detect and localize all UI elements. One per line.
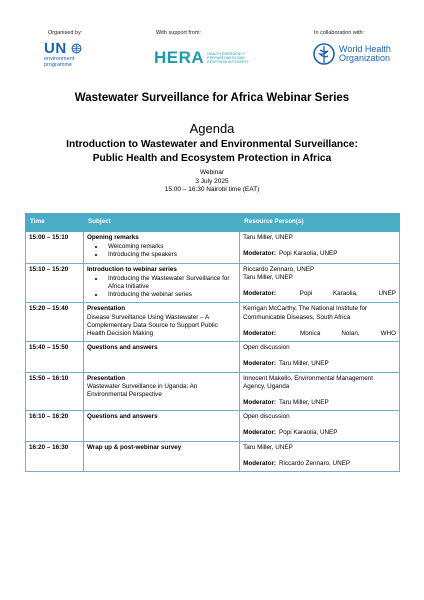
row-time: 15:10 – 15:20 — [26, 263, 84, 303]
moderator-name-part: Popi — [299, 290, 313, 298]
bullet-item: • Welcoming remarks — [105, 243, 236, 251]
collaboration-label: In collaboration with: — [314, 30, 365, 36]
header-subject: Subject — [83, 214, 239, 232]
unep-line2: programme — [44, 62, 73, 68]
subject-text: Wastewater Surveillance in Uganda: An Environmental Perspective — [86, 382, 198, 399]
agenda-title: Agenda — [189, 121, 235, 136]
moderator-label: Moderator: — [243, 290, 276, 298]
row-resource — [240, 303, 400, 342]
subject-title: Introduction to webinar series — [86, 265, 177, 273]
row-resource — [240, 441, 400, 471]
row-time: 16:10 – 16:20 — [26, 411, 84, 441]
hera-logo-text: HERA — [154, 48, 205, 67]
moderator-label: Moderator: — [243, 360, 276, 368]
who-line2: Organization — [339, 53, 391, 63]
row-resource — [240, 411, 400, 441]
resource-person: Kerrigan McCarthy, The National Institute for Communicable Diseases, South Africa — [243, 305, 368, 321]
webinar-time: 15:00 – 16:30 Nairobi time (EAT) — [164, 186, 260, 193]
table-row — [26, 372, 400, 411]
table-row — [26, 411, 400, 441]
row-subject — [83, 303, 239, 342]
subject-title: Presentation — [86, 374, 126, 382]
table-row — [26, 342, 400, 372]
organised-by-label: Organised by: — [48, 30, 83, 36]
hera-logo — [154, 48, 259, 68]
moderator-name: Riccardo Zennaro, UNEP — [279, 459, 351, 467]
webinar-meta — [0, 169, 424, 195]
moderator-label: Moderator: — [243, 429, 276, 437]
moderator-label: Moderator: — [243, 459, 276, 467]
webinar-date: 3 July 2025 — [195, 177, 229, 185]
subject-title: Opening remarks — [86, 234, 139, 241]
hera-tagline: HEALTH EMERGENCY PREPAREDNESS AND RESPONSE AUTHORITY — [207, 51, 249, 65]
moderator-name-part: WHO — [380, 329, 396, 337]
moderator-name: Popi Karaolia, UNEP — [279, 429, 338, 437]
table-header-row — [26, 214, 400, 232]
resource-person: Innocent Makello, Environmental Management Agency, Uganda — [243, 374, 373, 390]
webinar-format: Webinar — [199, 169, 225, 176]
bullet-item: • Introducing the webinar series — [105, 291, 236, 299]
moderator-name: Taru Miller, UNEP — [279, 360, 329, 368]
row-time: 15:50 – 16:10 — [26, 372, 84, 411]
resource-person: Taru Miller, UNEP — [243, 443, 293, 451]
webinar-subtitle — [40, 138, 384, 165]
moderator-name-part: Nolan, — [341, 329, 360, 337]
subtitle-line1: Introduction to Wastewater and Environmental Surveillance: — [66, 139, 358, 150]
resource-person: Taru Miller, UNEP — [243, 273, 293, 281]
moderator-name-part: Monica — [300, 329, 321, 337]
subject-bullets — [87, 243, 236, 259]
subject-title: Questions and answers — [86, 413, 158, 421]
moderator-line — [243, 429, 396, 437]
subject-bullets — [87, 275, 236, 300]
row-subject — [83, 342, 239, 372]
moderator-line — [243, 460, 396, 468]
subject-title: Presentation — [86, 305, 126, 313]
resource-person: Open discussion — [243, 344, 290, 352]
row-subject — [83, 372, 239, 411]
moderator-label: Moderator: — [243, 329, 276, 337]
row-subject — [83, 232, 239, 264]
resource-person: Riccardo Zennaro, UNEP — [243, 265, 315, 273]
who-logo — [312, 42, 391, 66]
table-row — [26, 441, 400, 471]
moderator-name-part: UNEP — [378, 290, 396, 298]
moderator-name: Taru Miller, UNEP — [279, 399, 329, 407]
bullet-item: • Introducing the speakers — [105, 251, 236, 259]
moderator-line — [243, 360, 396, 368]
who-line1: World Health — [339, 43, 391, 54]
bullet-item: • Introducing the Wastewater Surveillance for Africa Initiative — [105, 275, 236, 291]
resource-person: Open discussion — [243, 413, 290, 421]
resource-person: Taru Miller, UNEP — [243, 234, 293, 241]
moderator-line — [243, 290, 396, 298]
header-resource: Resource Person(s) — [240, 214, 400, 232]
subject-text: Disease Surveillance Using Wastewater – A Complementary Data Source to Support Public Health Decision Making — [86, 313, 218, 338]
table-row — [26, 263, 400, 303]
table-row — [26, 232, 400, 264]
row-resource — [240, 232, 400, 264]
who-emblem-icon — [312, 42, 336, 66]
moderator-label: Moderator: — [243, 250, 276, 258]
header-time: Time — [26, 214, 84, 232]
unep-logo — [44, 42, 94, 68]
row-subject — [83, 441, 239, 471]
agenda-table — [25, 213, 400, 472]
row-resource — [240, 372, 400, 411]
subject-title: Wrap up & post-webinar survey — [86, 443, 182, 451]
row-resource — [240, 342, 400, 372]
row-time: 15:20 – 15:40 — [26, 303, 84, 342]
series-title: Wastewater Surveillance for Africa Webinar Series — [74, 92, 350, 104]
row-time: 16:20 – 16:30 — [26, 441, 84, 471]
table-row — [26, 303, 400, 342]
support-label: With support from: — [156, 30, 201, 36]
subtitle-line2: Public Health and Ecosystem Protection in Africa — [92, 152, 332, 164]
row-subject — [83, 411, 239, 441]
moderator-line — [243, 250, 396, 258]
unep-line1: environment — [44, 56, 75, 62]
row-time: 15:00 – 15:10 — [26, 232, 84, 264]
moderator-line — [243, 399, 396, 407]
moderator-label: Moderator: — [243, 399, 276, 407]
moderator-name-part: Karaolia, — [332, 290, 358, 298]
subject-title: Questions and answers — [86, 344, 158, 352]
moderator-line — [243, 330, 396, 338]
row-time: 15:40 – 15:50 — [26, 342, 84, 372]
un-emblem-icon — [71, 43, 82, 54]
unep-logo-text: UN — [44, 40, 67, 57]
row-resource — [240, 263, 400, 303]
moderator-name: Popi Karaolia, UNEP — [279, 250, 338, 258]
row-subject — [83, 263, 239, 303]
